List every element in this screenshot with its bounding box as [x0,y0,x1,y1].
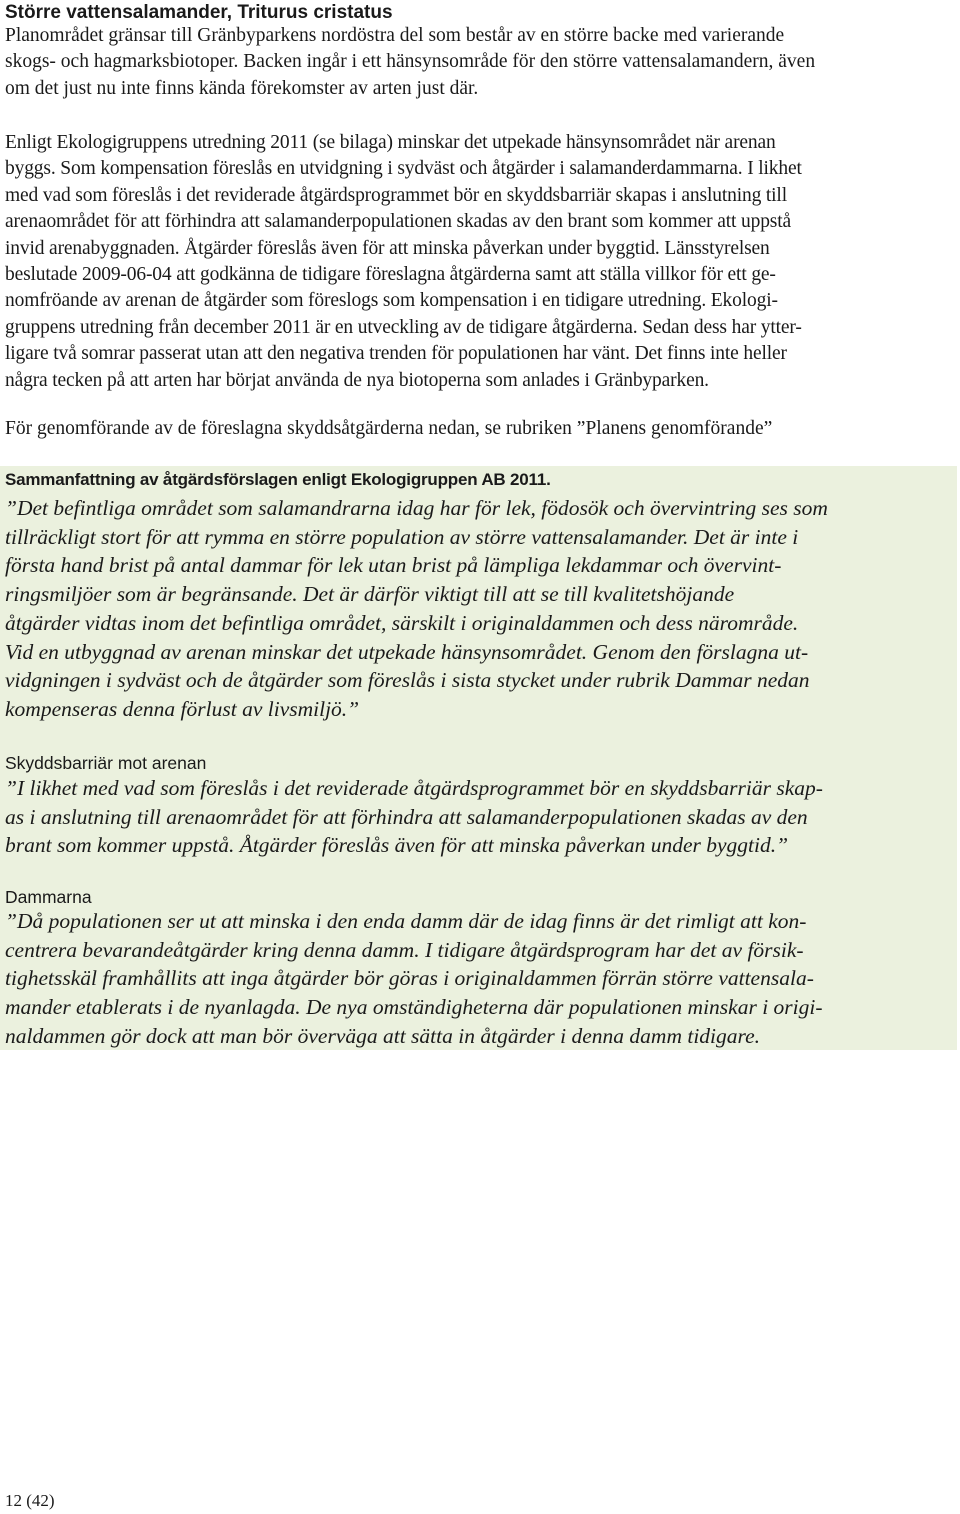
page-number: 12 (42) [5,1491,55,1510]
summary-heading: Sammanfattning av åtgärdsförslagen enligt Ekologigruppen AB 2011. [5,470,551,489]
paragraph-line: ligare två somrar passerat utan att den negativa trenden för populationen har vänt. Det finns inte heller [5,343,787,365]
paragraph-line: med vad som föreslås i det reviderade åtgärdsprogrammet bör en skyddsbarriär skapas i anslutning till [5,184,787,206]
section-heading: Större vattensalamander, Triturus cristatus [5,2,393,23]
paragraph-line: gruppens utredning från december 2011 är en utveckling av de tidigare åtgärderna. Sedan dess har ytter- [5,316,802,338]
quote-line: ”Det befintliga området som salamandrarna idag har för lek, födosök och övervintring ses som [5,496,828,520]
quote-line: brant som kommer uppstå. Åtgärder föreslås även för att minska påverkan under byggtid.” [5,833,789,858]
barrier-quote [5,774,823,860]
quote-line: centrera bevarandeåtgärder kring denna damm. I tidigare åtgärdsprogram har det av försik- [5,937,804,962]
paragraph-line: byggs. Som kompensation föreslås en utvidgning i sydväst och åtgärder i salamanderdammarna. I likhet [5,158,802,180]
ponds-quote [5,907,823,1051]
quote-line: tillräckligt stort för att rymma en större population av större vattensalamander. Det är inte i [5,524,799,549]
summary-quote [5,494,828,724]
quote-line: as i anslutning till arenaområdet för att förhindra att salamanderpopulationen skadas av den [5,804,808,829]
body-paragraph [5,130,802,394]
quote-line: naldammen gör dock att man bör överväga att sätta in åtgärder i denna damm tidigare. [5,1023,761,1048]
quote-line: vidgningen i sydväst och de åtgärder som föreslås i sista stycket under rubrik Dammar nedan [5,668,810,693]
subheading-ponds: Dammarna [5,887,92,907]
quote-line: mander etablerats i de nyanlagda. De nya omständigheterna där populationen minskar i origi- [5,995,823,1020]
paragraph-line: beslutade 2009-06-04 att godkänna de tidigare föreslagna åtgärderna samt att ställa villkor för ett ge- [5,264,776,286]
paragraph-line: arenaområdet för att förhindra att salamanderpopulationen skadas av den brant som kommer att uppstå [5,211,792,233]
quote-line: ”Då populationen ser ut att minska i den enda damm där de idag finns är det rimligt att kon- [5,909,807,933]
subheading-barrier: Skyddsbarriär mot arenan [5,753,207,773]
paragraph-line: Planområdet gränsar till Gränbyparkens nordöstra del som består av en större backe med varierande [5,25,785,46]
paragraph-line: några tecken på att arten har börjat använda de nya biotoperna som anlades i Gränbyparken. [5,369,709,391]
reference-paragraph [5,416,772,442]
reference-line: För genomförande av de föreslagna skyddsåtgärderna nedan, se rubriken ”Planens genomförande” [5,418,773,439]
paragraph-line: om det just nu inte finns kända förekomster av arten just där. [5,77,479,99]
quote-line: första hand brist på antal dammar för lek utan brist på lämpliga lekdammar och övervint- [5,553,782,578]
quote-line: ”I likhet med vad som föreslås i det reviderade åtgärdsprogrammet bör en skyddsbarriär skap- [5,776,823,800]
quote-line: ringsmiljöer som är begränsande. Det är därför viktigt till att se till kvalitetshöjande [5,582,735,607]
intro-paragraph [5,23,815,102]
paragraph-line: nomfröande av arenan de åtgärder som föreslogs som kompensation i en tidigare utredning. Ekologi- [5,290,778,312]
quote-line: Vid en utbyggnad av arenan minskar det utpekade hänsynsområdet. Genom den förslagna ut- [5,639,809,664]
paragraph-line: skogs- och hagmarksbiotoper. Backen ingår i ett hänsynsområde för den större vattensalamandern, även [5,51,816,73]
quote-line: åtgärder vidtas inom det befintliga området, särskilt i originaldammen och dess närområde. [5,610,799,635]
paragraph-line: invid arenabyggnaden. Åtgärder föreslås även för att minska påverkan under byggtid. Länsstyrelsen [5,237,770,259]
paragraph-line: Enligt Ekologigruppens utredning 2011 (se bilaga) minskar det utpekade hänsynsområdet när arenan [5,132,776,153]
quote-line: kompenseras denna förlust av livsmiljö.” [5,696,360,721]
quote-line: tighetsskäl framhållits att inga åtgärder bör göras i originaldammen förrän större vattensala- [5,966,814,991]
